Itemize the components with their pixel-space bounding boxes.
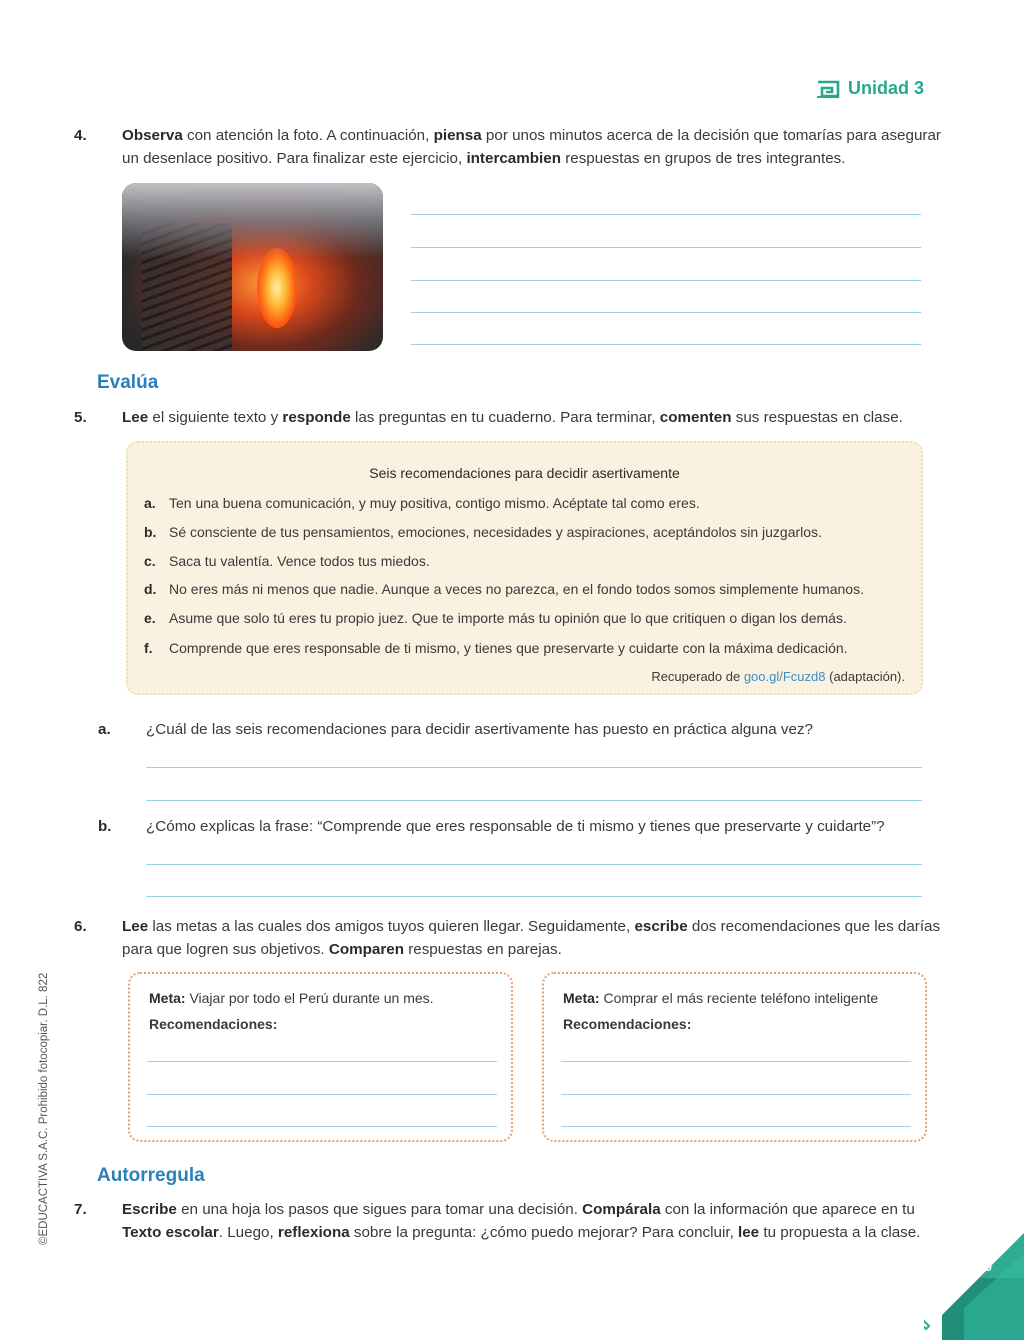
page-number: 29 [977,1259,992,1274]
question-text: sobre la pregunta: ¿cómo puedo mejorar? Para concluir, [349,1224,739,1241]
sub-question-text: ¿Cuál de las seis recomendaciones para decidir asertivamente has puesto en práctica alguna vez? [146,721,813,738]
answer-line[interactable] [561,1061,911,1062]
item-text: Sé consciente de tus pensamientos, emociones, necesidades y aspiraciones, aceptándolos sin juzgarlos. [169,524,822,540]
verb-lee: Lee [122,918,149,935]
list-item [144,640,848,656]
section-title-autorregula: Autorregula [97,1165,205,1186]
answer-line[interactable] [411,312,921,313]
section-title-evalua: Evalúa [97,372,159,393]
sub-question-b [98,815,956,838]
question-text: . Luego, [218,1224,278,1241]
unit-logo-icon [816,80,840,98]
answer-line[interactable] [561,1094,911,1095]
answer-line[interactable] [147,1126,497,1127]
item-text: Ten una buena comunicación, y muy positiva, contigo mismo. Acéptate tal como eres. [169,495,700,511]
list-item [144,553,430,569]
answer-line[interactable] [146,896,922,897]
source-link[interactable]: goo.gl/Fcuzd8 [743,669,826,684]
smoke-graphic [122,183,383,259]
copyright-notice: ©EDUCACTIVA S.A.C. Prohibido fotocopiar. D.L. 822 [38,972,50,1245]
item-letter: a. [144,495,156,511]
verb-escribe: Escribe [122,1201,177,1218]
sub-question-text: ¿Cómo explicas la frase: “Comprende que eres responsable de ti mismo y tienes que preservarte y cuidarte”? [146,818,885,835]
item-letter: f. [144,640,153,656]
answer-line[interactable] [146,800,922,801]
recommendations-box [126,441,923,695]
item-text: Saca tu valentía. Vence todos tus miedos. [169,553,430,569]
verb-reflexiona: reflexiona [277,1224,350,1241]
credit-text: Recuperado de [651,669,744,684]
fire-stairwell-photo [122,183,383,351]
list-item [144,495,700,511]
answer-line[interactable] [561,1126,911,1127]
goal-value: Comprar el más reciente teléfono inteligente [603,990,879,1006]
answer-line[interactable] [146,767,922,768]
item-text: No eres más ni menos que nadie. Aunque a veces no parezca, en el fondo todos somos simplemente humanos. [169,581,864,597]
credit-text: (adaptación). [825,669,905,684]
corner-decoration [924,1190,1024,1340]
verb-lee: Lee [122,409,149,426]
answer-line[interactable] [411,344,921,345]
recommendations-label: Recomendaciones: [563,1016,692,1032]
source-credit [651,669,905,684]
item-letter: b. [144,524,157,540]
verb-observa: Observa [122,127,183,144]
item-letter: d. [144,581,157,597]
list-item [144,524,822,540]
unit-title: Unidad 3 [847,78,924,98]
verb-responde: responde [282,409,351,426]
goal-value: Viajar por todo el Perú durante un mes. [189,990,434,1006]
item-letter: e. [144,610,156,626]
verb-intercambien: intercambien [466,150,561,167]
sub-question-a [98,718,956,741]
verb-lee: lee [738,1224,760,1241]
answer-line[interactable] [411,214,921,215]
goal-text [149,990,434,1006]
goal-label: Meta: [149,990,186,1006]
question-5 [74,406,952,429]
sub-question-letter: b. [98,818,112,835]
question-text: sus respuestas en clase. [731,409,903,426]
question-4 [74,124,952,170]
book-reference: Texto escolar [122,1224,219,1241]
box-title: Seis recomendaciones para decidir asertivamente [369,465,680,481]
question-text: las metas a las cuales dos amigos tuyos quieren llegar. Seguidamente, [148,918,635,935]
question-number: 7. [74,1201,87,1218]
question-text: con la información que aparece en tu [660,1201,915,1218]
question-number: 4. [74,127,87,144]
goal-box-2 [542,972,927,1142]
item-text: Asume que solo tú eres tu propio juez. Que te importe más tu opinión que lo que critiquen o digan los demás. [169,610,847,626]
answer-line[interactable] [147,1094,497,1095]
question-number: 5. [74,409,87,426]
list-item [144,610,847,626]
goal-label: Meta: [563,990,600,1006]
answer-line[interactable] [147,1061,497,1062]
list-item [144,581,864,597]
question-text: respuestas en grupos de tres integrantes. [560,150,846,167]
question-7 [74,1198,952,1244]
unit-label [816,78,924,99]
question-text: las preguntas en tu cuaderno. Para terminar, [350,409,660,426]
item-letter: c. [144,553,156,569]
goal-box-1 [128,972,513,1142]
question-text: respuestas en parejas. [403,941,562,958]
question-text: el siguiente texto y [148,409,283,426]
verb-comenten: comenten [659,409,732,426]
verb-piensa: piensa [433,127,482,144]
question-text: dos recomendaciones que les darías para que logren sus objetivos. [122,918,941,958]
question-text: en una hoja los pasos que sigues para tomar una decisión. [176,1201,583,1218]
item-text: Comprende que eres responsable de ti mismo, y tienes que preservarte y cuidarte con la máxima dedicación. [169,640,848,656]
question-6 [74,915,952,961]
answer-line[interactable] [411,280,921,281]
goal-text [563,990,878,1006]
verb-comparala: Compárala [582,1201,661,1218]
answer-line[interactable] [411,247,921,248]
recommendations-label: Recomendaciones: [149,1016,278,1032]
question-number: 6. [74,918,87,935]
question-text: con atención la foto. A continuación, [182,127,434,144]
question-text: por unos minutos acerca de la decisión que tomarías para asegurar un desenlace positivo. Para finalizar este ejercicio, [122,127,941,167]
verb-escribe: escribe [634,918,688,935]
sub-question-letter: a. [98,721,111,738]
flame-graphic [257,248,297,328]
verb-comparen: Comparen [328,941,404,958]
answer-line[interactable] [146,864,922,865]
question-text: tu propuesta a la clase. [759,1224,921,1241]
